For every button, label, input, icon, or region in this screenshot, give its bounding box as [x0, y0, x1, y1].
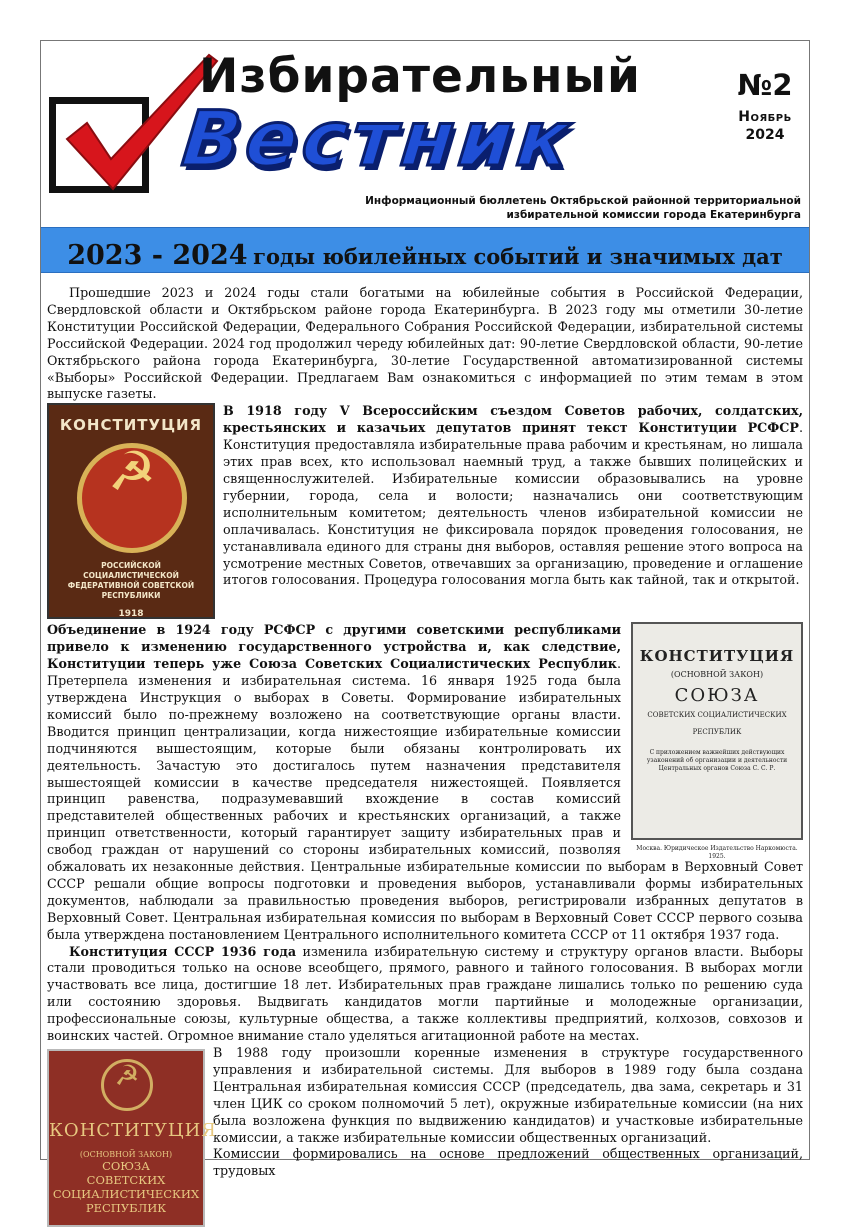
headline-banner — [41, 227, 809, 273]
headline-years: 2023 - 2024 — [67, 240, 248, 271]
image2-title: КОНСТИТУЦИЯ — [639, 647, 795, 666]
emblem-icon — [77, 443, 187, 553]
masthead-title-line1: Избирательный — [199, 49, 641, 104]
constitution-ussr-1924-image — [631, 622, 803, 860]
issue-year: 2024 — [745, 127, 785, 143]
section-1924-lead: Объединение в 1924 году РСФСР с другими советскими республиками привело к изменению государственного устройства и, как следствие, Конституции теперь уже Союза Советских Социалистических Республик — [47, 622, 621, 672]
headline-rest: годы юбилейных событий и значимых дат — [253, 244, 783, 269]
issue-month: Ноябрь — [738, 109, 792, 125]
image1-year: 1918 — [118, 609, 144, 620]
issue-number: №2 — [737, 68, 793, 102]
constitution-ussr-1936-image — [47, 1049, 217, 1227]
image2-note: С приложением важнейших действующих узаконений об организации и деятельности Центральных органов Союза С. С. Р. — [646, 748, 788, 772]
intro-paragraph: Прошедшие 2023 и 2024 годы стали богатыми на юбилейные события в Российской Федерации, Свердловской области и Октябрьском районе города Екатеринбурга. В 2023 году мы отметили 30-летие Конституции Российской Федерации, Федерального Собрания Российской Федерации, избирательной системы Российской Федерации. 2024 год продолжил череду юбилейных дат: 90-летие Свердловской области, 90-летие Октябрьского района города Екатеринбурга, 30-летие Государственной автоматизированной системы «Выборы» Российской Федерации. Предлагаем Вам ознакомиться с информацией по этим темам в этом выпуске газеты. — [47, 285, 803, 402]
masthead-subtitle — [365, 194, 801, 222]
image1-title: КОНСТИТУЦИЯ — [59, 416, 203, 435]
image3-subtitle: (ОСНОВНОЙ ЗАКОН) — [79, 1150, 173, 1159]
image1-caption-text: РОССИЙСКОЙ СОЦИАЛИСТИЧЕСКОЙ ФЕДЕРАТИВНОЙ СОВЕТСКОЙ РЕСПУБЛИКИ — [67, 561, 195, 601]
image2-republics: СОВЕТСКИХ СОЦИАЛИСТИЧЕСКИХ РЕСПУБЛИК — [647, 711, 787, 736]
image3-union — [49, 1159, 203, 1215]
subtitle-line2: избирательной комиссии города Екатеринбурга — [506, 209, 801, 221]
masthead-title-line2: Вестник — [178, 94, 579, 183]
emblem-icon — [101, 1059, 153, 1111]
section-1936-text: изменила избирательную систему и структуру органов власти. Выборы стали проводиться только на основе всеобщего, прямого, равного и тайного голосования. В выборах могли участвовать все лица, достигшие 18 лет. Избирательных прав граждане лишались только по решению суда или состоянию здоровья. Выдвигать кандидатов могли партийные и молодежные организации, профессиональные союзы, культурные общества, а также коллективы предприятий, колхозов, совхозов и воинских частей. Огромное внимание стало уделяться агитационной работе на местах. — [47, 943, 803, 1044]
subtitle-line1: Информационный бюллетень Октябрьской районной территориальной — [365, 195, 801, 207]
image2-subtitle: (ОСНОВНОЙ ЗАКОН) — [670, 670, 764, 680]
article-body — [47, 285, 803, 1230]
section-1924-text: . Претерпела изменения и избирательная система. 16 января 1925 года была утверждена Инструкция о выборах в Советы. Формирование избирательных комиссий было по-прежнему возложено на соответствующие органы власти. Вводится принцип централизации, когда нижестоящие избирательные комиссии подчиняются вышестоящим, которые были обязаны контролировать их деятельность. Зачастую это достигалось путем назначения представителя вышестоящей комиссии в качестве председателя нижестоящей. Появляется принцип равенства, подразумевавший вхождение в состав комиссий представителей общественных рабочих и крестьянских организаций, а также принцип ответственности, который гарантирует защиту избирательных прав и свобод граждан от нарушений со стороны избирательных комиссий, позволяя обжаловать их незаконные действия. Центральные избирательные комиссии по выборам в Верховный Совет СССР решали общие вопросы подготовки и проведения выборов, устанавливали формы избирательных документов, наблюдали за правильностью проведения выборов, регистрировали избранных депутатов в Верховный Совет. Центральная избирательная комиссия по выборам в Верховный Совет СССР первого созыва была утверждена постановлением Центрального исполнительного комитета СССР от 11 октября 1937 года. — [47, 656, 803, 942]
issue-block — [725, 69, 805, 143]
constitution-rsfsr-image — [47, 403, 215, 619]
section-1936-lead: Конституция СССР 1936 года — [69, 943, 297, 959]
image2-publisher: Москва. Юридическое Издательство Наркомюста. 1925. — [636, 844, 798, 860]
image1-caption — [57, 561, 205, 619]
section-1918-text: . Конституция предоставляла избирательные права рабочим и крестьянам, но лишала этих прав всех, кто использовал наемный труд, а также бывших полицейских и священнослужителей. Избирательные комиссии образовывались на уровне губернии, города, села и волости; назначались они соответствующим исполнительным комитетом; деятельность членов избирательной комиссии не оплачивалась. Конституция не фиксировала порядок проведения голосования, не устанавливала единого для страны дня выборов, оставляя решение этого вопроса на усмотрение местных Советов, отвечавших за организацию, проведение и оглашение итогов голосования. Процедура голосования могла быть как тайной, так и открытой. — [223, 420, 803, 588]
section-1918-lead: В 1918 году V Всероссийским съездом Советов рабочих, солдатских, крестьянских и казачьих депутатов принят текст Конституции РСФСР — [223, 403, 803, 436]
newsletter-page — [40, 40, 810, 1215]
section-commissions: Комиссии формировались на основе предложений общественных организаций, трудовых — [213, 1146, 803, 1179]
image3-line-d: РЕСПУБЛИК — [85, 1201, 167, 1215]
headline — [67, 234, 783, 271]
section-1936 — [47, 944, 803, 1045]
section-1988: В 1988 году произошли коренные изменения в структуре государственного управления и избирательной системы. Для выборов в 1989 году была создана Центральная избирательная комиссия СССР (председатель, два зама, секретарь и 31 член ЦИК со сроком полномочий 5 лет), окружные избирательные комиссии (на них была возложена функция по выдвижению кандидатов) и участковые избирательные комиссии, а также избирательные комиссии общественных организаций. — [213, 1045, 803, 1145]
image3-line-b: СОВЕТСКИХ — [86, 1173, 166, 1187]
image2-union: СОЮЗА — [674, 685, 760, 707]
image3-line-a: СОЮЗА — [102, 1159, 150, 1173]
image3-title: КОНСТИТУЦИЯ — [49, 1120, 217, 1141]
image3-line-c: СОЦИАЛИСТИЧЕСКИХ — [52, 1187, 200, 1201]
